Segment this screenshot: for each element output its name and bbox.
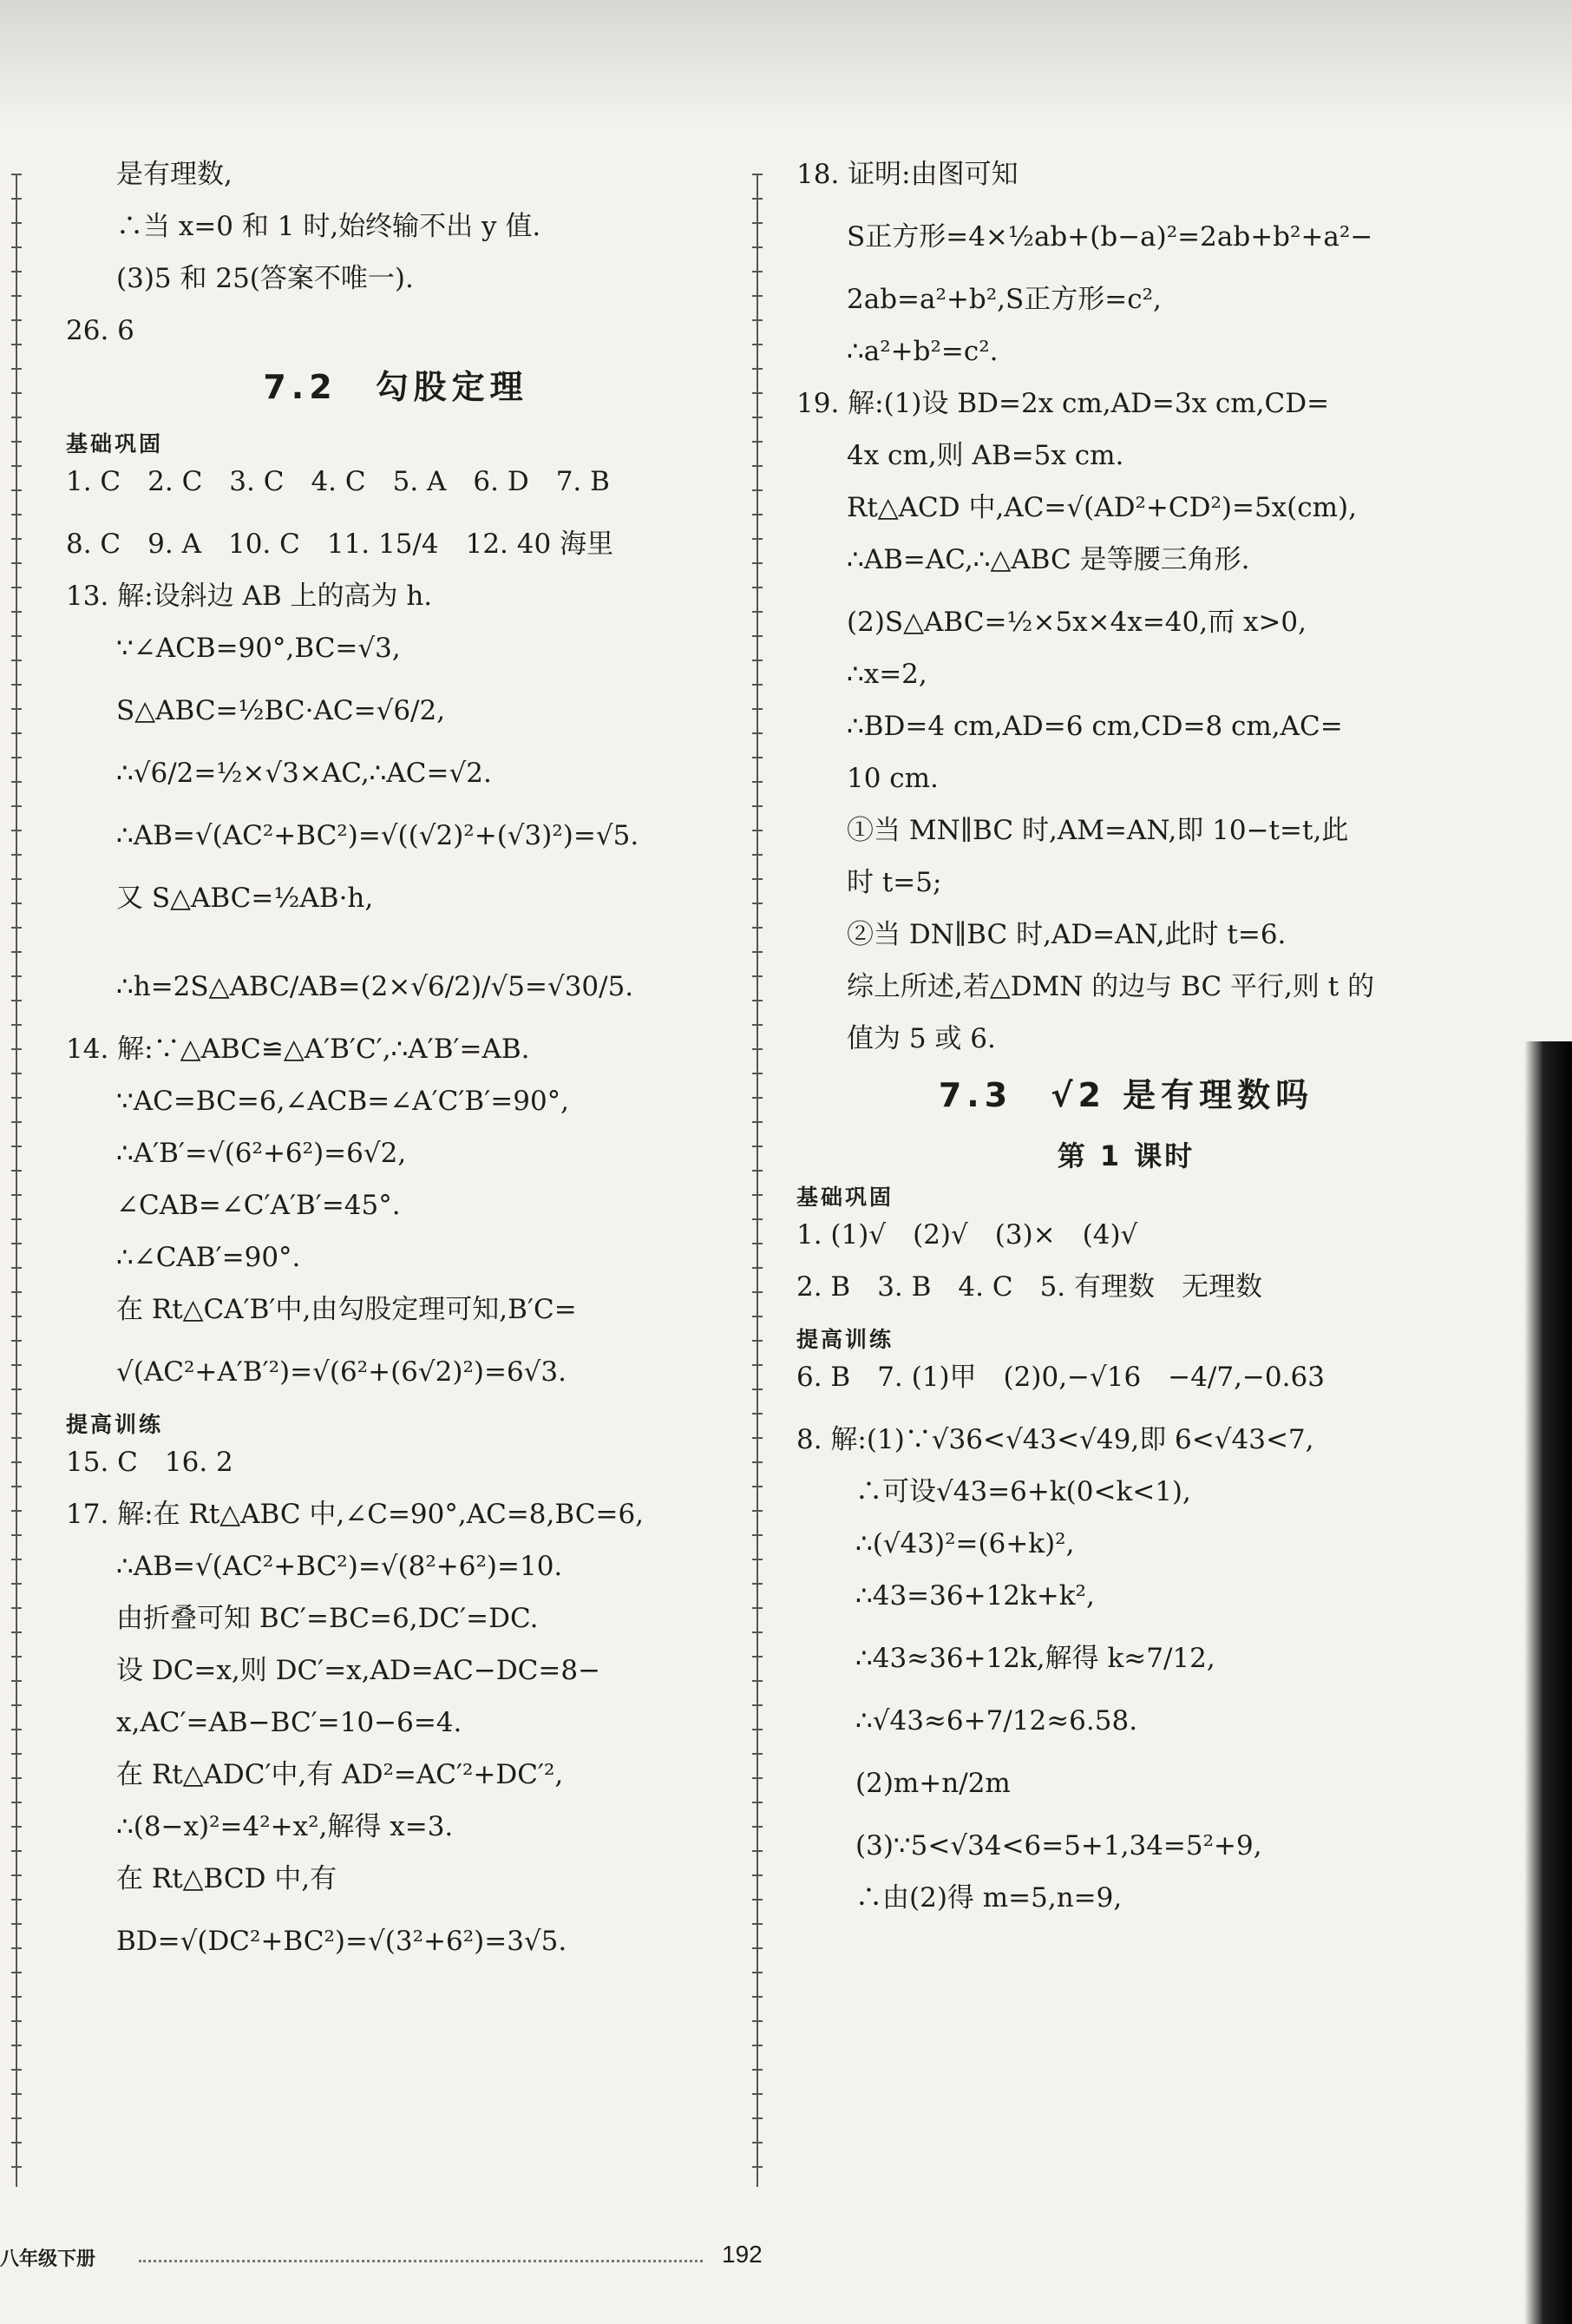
- answers-15-16: 15. C 16. 2: [66, 1447, 233, 1478]
- text-line: ①当 MN∥BC 时,AM=AN,即 10−t=t,此: [847, 815, 1349, 846]
- text-line: S△ABC=½BC·AC=√6/2,: [116, 695, 446, 726]
- text-line: ∵∠ACB=90°,BC=√3,: [116, 633, 401, 664]
- text-line: Rt△ACD 中,AC=√(AD²+CD²)=5x(cm),: [847, 492, 1357, 523]
- footer-divider: [139, 2260, 703, 2262]
- text-line: (3)5 和 25(答案不唯一).: [116, 263, 414, 294]
- text-line: ∴x=2,: [847, 659, 927, 690]
- answer-26: 26. 6: [66, 315, 134, 346]
- text-line: ∴可设√43=6+k(0<k<1),: [855, 1476, 1191, 1507]
- page-footer: [0, 2241, 1572, 2275]
- text-line: (2)S△ABC=½×5x×4x=40,而 x>0,: [847, 607, 1307, 638]
- text-line: ∴A′B′=√(6²+6²)=6√2,: [116, 1138, 407, 1169]
- left-column: [66, 156, 725, 1960]
- problem-13: 13. 解:设斜边 AB 上的高为 h.: [66, 581, 433, 612]
- section-heading-7-2: 7.2 勾股定理: [263, 368, 528, 406]
- text-line: S正方形=4×½ab+(b−a)²=2ab+b²+a²−: [847, 221, 1373, 253]
- binding-rule-left: [16, 174, 17, 2187]
- text-line: ∴43=36+12k+k²,: [855, 1580, 1095, 1612]
- text-line: (3)∵5<√34<6=5+1,34=5²+9,: [855, 1830, 1262, 1861]
- text-line: ∴√6/2=½×√3×AC,∴AC=√2.: [116, 758, 492, 789]
- problem-8: 8. 解:(1)∵√36<√43<√49,即 6<√43<7,: [796, 1424, 1314, 1455]
- lesson-heading: 第 1 课时: [1057, 1139, 1195, 1172]
- text-line: 由折叠可知 BC′=BC=6,DC′=DC.: [116, 1603, 539, 1634]
- text-line: ∴∠CAB′=90°.: [116, 1242, 301, 1273]
- text-line: (2)m+n/2m: [855, 1768, 1011, 1799]
- text-line: ∠CAB=∠C′A′B′=45°.: [116, 1190, 401, 1221]
- text-line: 在 Rt△BCD 中,有: [116, 1863, 337, 1894]
- text-line: 设 DC=x,则 DC′=x,AD=AC−DC=8−: [116, 1655, 601, 1686]
- text-line: 4x cm,则 AB=5x cm.: [847, 440, 1124, 471]
- text-line: ∴(√43)²=(6+k)²,: [855, 1528, 1075, 1559]
- page-top-shadow: [0, 0, 1572, 130]
- column-divider: [757, 174, 758, 2187]
- text-line: 值为 5 或 6.: [847, 1023, 996, 1054]
- problem-14: 14. 解:∵△ABC≌△A′B′C′,∴A′B′=AB.: [66, 1034, 530, 1065]
- text-line: ∴AB=AC,∴△ABC 是等腰三角形.: [847, 544, 1250, 575]
- text-line: 在 Rt△ADC′中,有 AD²=AC′²+DC′²,: [116, 1759, 564, 1790]
- text-line: 时 t=5;: [847, 867, 942, 898]
- answers-1-7: 1. C 2. C 3. C 4. C 5. A 6. D 7. B: [66, 466, 610, 497]
- subheading-advanced: 提高训练: [796, 1327, 894, 1352]
- page-number: 192: [722, 2241, 763, 2268]
- text-line: ∵AC=BC=6,∠ACB=∠A′C′B′=90°,: [116, 1086, 570, 1117]
- text-line: √(AC²+A′B′²)=√(6²+(6√2)²)=6√3.: [116, 1356, 567, 1388]
- text-line: ∴h=2S△ABC/AB=(2×√6/2)/√5=√30/5.: [116, 971, 634, 1002]
- section-heading-7-3: 7.3 √2 是有理数吗: [938, 1076, 1314, 1114]
- subheading-basic: 基础巩固: [66, 431, 164, 456]
- right-column: [796, 156, 1456, 1916]
- text-line: ∴AB=√(AC²+BC²)=√((√2)²+(√3)²)=√5.: [116, 820, 639, 851]
- answers-2-5: 2. B 3. B 4. C 5. 有理数 无理数: [796, 1271, 1263, 1303]
- text-line: ∴BD=4 cm,AD=6 cm,CD=8 cm,AC=: [847, 711, 1343, 742]
- grade-label: 八年级下册: [0, 2249, 96, 2270]
- text-line: 10 cm.: [847, 763, 939, 794]
- text-line: ∴a²+b²=c².: [847, 336, 999, 367]
- text-line: ②当 DN∥BC 时,AD=AN,此时 t=6.: [847, 919, 1287, 950]
- text-line: 是有理数,: [116, 159, 233, 190]
- text-line: ∴43≈36+12k,解得 k≈7/12,: [855, 1643, 1215, 1674]
- text-line: ∴由(2)得 m=5,n=9,: [855, 1882, 1123, 1914]
- text-line: 综上所述,若△DMN 的边与 BC 平行,则 t 的: [847, 971, 1375, 1002]
- problem-17: 17. 解:在 Rt△ABC 中,∠C=90°,AC=8,BC=6,: [66, 1499, 645, 1530]
- text-line: 在 Rt△CA′B′中,由勾股定理可知,B′C=: [116, 1294, 577, 1325]
- text-line: BD=√(DC²+BC²)=√(3²+6²)=3√5.: [116, 1926, 567, 1957]
- subheading-advanced: 提高训练: [66, 1412, 164, 1437]
- problem-19: 19. 解:(1)设 BD=2x cm,AD=3x cm,CD=: [796, 388, 1330, 419]
- answers-6-7: 6. B 7. (1)甲 (2)0,−√16 −4/7,−0.63̇: [796, 1362, 1325, 1393]
- scan-edge-shadow: [1524, 1041, 1572, 2324]
- subheading-basic: 基础巩固: [796, 1185, 894, 1210]
- answers-1: 1. (1)√ (2)√ (3)× (4)√: [796, 1219, 1138, 1251]
- text-line: ∴(8−x)²=4²+x²,解得 x=3.: [116, 1811, 454, 1842]
- problem-18: 18. 证明:由图可知: [796, 159, 1019, 190]
- answers-8-12: 8. C 9. A 10. C 11. 15/4 12. 40 海里: [66, 528, 614, 560]
- text-line: 又 S△ABC=½AB·h,: [116, 883, 374, 914]
- text-line: x,AC′=AB−BC′=10−6=4.: [116, 1707, 462, 1738]
- text-line: 2ab=a²+b²,S正方形=c²,: [847, 284, 1162, 315]
- text-line: ∴当 x=0 和 1 时,始终输不出 y 值.: [116, 211, 541, 242]
- text-line: ∴AB=√(AC²+BC²)=√(8²+6²)=10.: [116, 1551, 563, 1582]
- text-line: ∴√43≈6+7/12≈6.58.: [855, 1705, 1138, 1736]
